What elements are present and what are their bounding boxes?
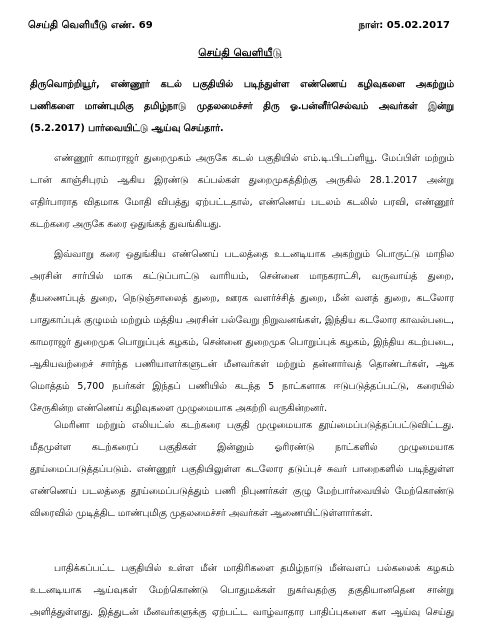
paragraph-line: தூய்மைப்படுத்தப்படும். எண்ணூர் பகுதியிலுள்ள கடலோர தடுப்புச் சுவர் பாறைகளில் படிந்துள்ள [30, 464, 454, 475]
paragraph-line: தீயணைப்புத் துறை, நெடுஞ்சாலைத் துறை, ஊரக வளர்ச்சித் துறை, மீன் வளத் துறை, கடலோர [30, 293, 454, 304]
paragraph-line: கடற்கரை அருகே கரை ஒதுங்கத் துவங்கியது. [30, 219, 222, 230]
paragraph-line: மொத்தம் 5,700 நபர்கள் இந்தப் பணியில் கடந்த 5 நாட்களாக ஈடுபடுத்தப்பட்டு, கரையில் [30, 381, 454, 392]
page-title: செய்தி வெளியீடு [198, 47, 282, 59]
summary-line: (5.2.2017) பார்வையிட்டு ஆய்வு செய்தார். [30, 123, 224, 134]
summary-paragraph [30, 74, 454, 140]
paragraph-line: பாதுகாப்புக் குழுமம் மற்றும் மத்திய அரசின் பல்வேறு நிறுவனங்கள், இந்திய கடலோர காவல்படை, [30, 315, 454, 326]
release-date: நாள்: 05.02.2017 [358, 20, 450, 31]
paragraph-2 [30, 244, 454, 420]
header-row [28, 20, 450, 36]
paragraph-line: இவ்வாறு கரை ஒதுங்கிய எண்ணெய் படலத்தை உடனடியாக அகற்றும் பொருட்டு மாநில [54, 249, 454, 260]
paragraph-3 [30, 415, 454, 525]
paragraph-line: பாதிக்கப்பட்ட பகுதியில் உள்ள மீன் மாதிரிகளை தமிழ்நாடு மீன்வளப் பல்கலைக் கழகம் [54, 563, 454, 574]
paragraph-line: மீதமுள்ள கடற்கரைப் பகுதிகள் இன்னும் ஓரிரண்டு நாட்களில் முழுமையாக [30, 442, 454, 453]
paragraph-4 [30, 558, 454, 624]
paragraph-line: எதிர்பாராத விதமாக மோதி விபத்து ஏற்பட்டதால், எண்ணெய் படலம் கடலில் பரவி, எண்ணூர் [30, 197, 454, 208]
paragraph-line: விரைவில் முடித்திட மாண்புமிகு முதலமைச்சர் அவர்கள் ஆணையிட்டுள்ளார்கள். [30, 508, 373, 519]
paragraph-1 [30, 148, 454, 236]
paragraph-line: எண்ணெய் படலத்தை தூய்மைப்படுத்தும் பணி நிபுணர்கள் குழு மேற்பார்வையில் மேற்கொண்டு [30, 486, 454, 497]
release-number: செய்தி வெளியீடு எண். 69 [28, 20, 153, 31]
paragraph-line: அரசின் சார்பில் மாசு கட்டுப்பாட்டு வாரியம், சென்னை மாநகராட்சி, வருவாய்த் துறை, [30, 271, 454, 282]
paragraph-line: சேருகின்ற எண்ணெய் கழிவுகளை முழுமையாக அகற்றி வருகின்றனர். [30, 403, 328, 414]
summary-line: திருவொற்றியூர், எண்ணூர் கடல் பகுதியில் படிந்துள்ள எண்ணெய் கழிவுகளை அகற்றும் [30, 79, 454, 90]
paragraph-line: எண்ணூர் காமராஜர் துறைமுகம் அருகே கடல் பகுதியில் எம்.டி.பிடப்ளியூ. மேப்பிள் மற்றும் [54, 153, 454, 164]
paragraph-line: அளித்துள்ளது. இத்துடன் மீனவர்களுக்கு ஏற்பட்ட வாழ்வாதார பாதிப்புகளை கள ஆய்வு செய்து [30, 607, 454, 618]
paragraph-line: ஆகியவற்றைச் சார்ந்த பணியாளர்களுடன் மீனவர்கள் மற்றும் தன்னார்வத் தொண்டர்கள், ஆக [30, 359, 454, 370]
summary-line: பணிகளை மாண்புமிகு தமிழ்நாடு முதலமைச்சர் திரு ஓ.பன்னீர்செல்வம் அவர்கள் இன்று [30, 101, 454, 112]
paragraph-line: உடனடியாக ஆய்வுகள் மேற்கொண்டு பொதுமக்கள் நுகர்வதற்கு தகுதியானதென சான்று [30, 585, 454, 596]
paragraph-line: காமராஜர் துறைமுக பொறுப்புக் கழகம், சென்னை துறைமுக பொறுப்புக் கழகம், இந்திய கடற்படை, [30, 337, 454, 348]
paragraph-line: டான் காஞ்சிபுரம் ஆகிய இரண்டு கப்பல்கள் துறைமுகத்திற்கு அருகில் 28.1.2017 அன்று [30, 175, 454, 186]
paragraph-line: மெரினா மற்றும் எலியட்ஸ் கடற்கரை பகுதி முழுமையாக தூய்மைப்படுத்தப்பட்டுவிட்டது. [54, 420, 454, 431]
